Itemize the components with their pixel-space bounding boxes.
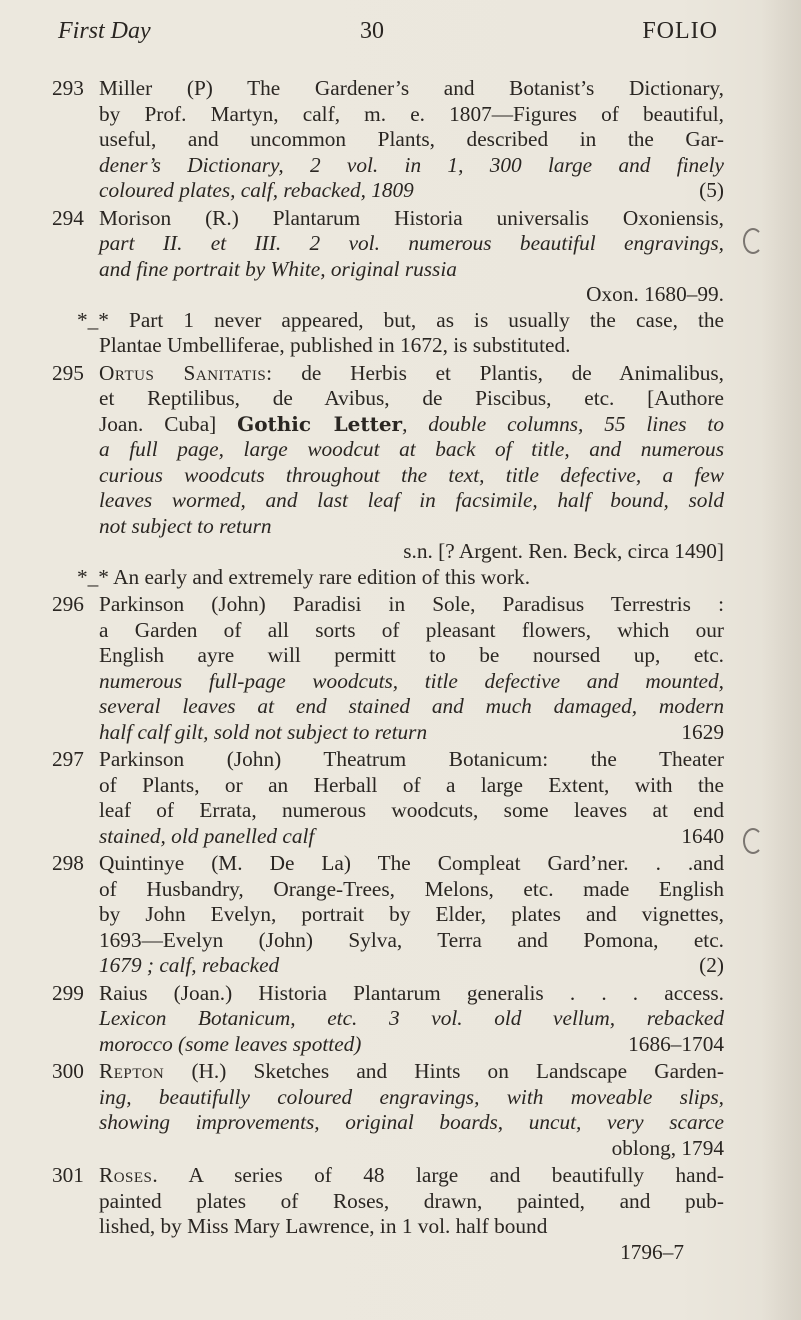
lot-line-text: half calf gilt, sold not subject to return	[99, 719, 428, 744]
lot-line: a full page, large woodcut at back of title, and numerous	[99, 437, 724, 461]
author: Repton	[99, 1059, 165, 1083]
lot-number: 295	[52, 360, 84, 385]
lot-line: not subject to return	[99, 513, 272, 538]
lot-number: 298	[52, 851, 84, 875]
lot-line: leaves wormed, and last leaf in facsimile, half bound, sold	[99, 488, 724, 512]
lot-line: numerous full-page woodcuts, title defective and mounted,	[99, 668, 724, 693]
running-header	[58, 18, 718, 54]
title-text: de Herbis et Plantis, de Animalibus,	[272, 360, 724, 385]
lot-line: a Garden of all sorts of pleasant flowers, which our	[99, 617, 724, 642]
lot-date: 1629	[681, 719, 724, 744]
lot-entry	[52, 361, 724, 591]
lot-imprint: oblong, 1794	[611, 1135, 724, 1160]
lot-line: Parkinson (John) Theatrum Botanicum: the Theater	[99, 747, 724, 771]
lot-line	[99, 824, 724, 850]
lot-line	[99, 206, 724, 232]
lot-count: (5)	[699, 178, 724, 202]
lot-line: lished, by Miss Mary Lawrence, in 1 vol. half bound	[99, 1214, 548, 1238]
lot-date: 1686–1704	[628, 1031, 724, 1056]
lot-line: English ayre will permitt to be noursed up, etc.	[99, 643, 724, 667]
author: Roses.	[99, 1163, 159, 1187]
lot-line: part II. et III. 2 vol. numerous beautiful engravings,	[99, 231, 724, 255]
lot-line-text: coloured plates, calf, rebacked, 1809	[99, 178, 414, 202]
lot-date: 1796–7	[620, 1239, 684, 1264]
lot-line	[99, 1163, 724, 1189]
lot-line: by Prof. Martyn, calf, m. e. 1807—Figures of beautiful,	[99, 101, 724, 126]
lot-date: 1640	[681, 823, 724, 848]
lot-number: 296	[52, 592, 84, 616]
lot-number: 301	[52, 1163, 84, 1187]
lot-number: 300	[52, 1059, 84, 1083]
lot-text: Joan. Cuba]	[99, 411, 238, 436]
header-format: FOLIO	[642, 18, 718, 44]
title-text: Plantarum Historia universalis Oxoniensis,	[238, 205, 724, 230]
lot-line: Miller (P) The Gardener’s and Botanist’s Dictionary,	[99, 76, 724, 100]
lot-line: painted plates of Roses, drawn, painted, and pub-	[99, 1188, 724, 1213]
lot-note: *_* Part 1 never appeared, but, as is usually the case, the	[77, 307, 724, 332]
page-number: 30	[360, 18, 384, 44]
lot-note: *_* An early and extremely rare edition of this work.	[77, 564, 531, 589]
lot-entry	[52, 981, 724, 1058]
title-text: A series of 48 large and beautifully hand-	[158, 1163, 724, 1187]
lot-line: ing, beautifully coloured engravings, with moveable slips,	[99, 1084, 724, 1109]
lot-number: 299	[52, 980, 84, 1005]
lot-entry	[52, 206, 724, 359]
lot-entry	[52, 1163, 724, 1265]
lot-line	[99, 720, 724, 746]
lot-line: curious woodcuts throughout the text, title defective, a few	[99, 462, 724, 487]
lot-imprint: Oxon. 1680–99.	[586, 282, 724, 306]
lot-line: leaf of Errata, numerous woodcuts, some leaves at end	[99, 798, 724, 822]
lot-line-text: morocco (some leaves spotted)	[99, 1031, 362, 1056]
lot-entry	[52, 1059, 724, 1161]
binding-hole-mark	[743, 828, 763, 854]
lot-number: 293	[52, 76, 84, 100]
lot-line: showing improvements, original boards, uncut, very scarce	[99, 1110, 724, 1134]
lot-line: dener’s Dictionary, 2 vol. in 1, 300 large and finely	[99, 152, 724, 177]
lot-list	[52, 62, 724, 1265]
header-day: First Day	[58, 18, 151, 44]
lot-line: and fine portrait by White, original russia	[99, 256, 457, 281]
lot-number: 294	[52, 205, 84, 230]
author: Morison (R.)	[99, 205, 239, 230]
lot-line: several leaves at end stained and much damaged, modern	[99, 694, 724, 718]
lot-count: (2)	[699, 953, 724, 977]
blackletter-text: Gothic Letter	[237, 411, 403, 436]
lot-line: 1693—Evelyn (John) Sylva, Terra and Pomona, etc.	[99, 927, 724, 952]
lot-line-text: 1679 ; calf, rebacked	[99, 953, 280, 977]
lot-line: useful, and uncommon Plants, described in the Gar-	[99, 127, 724, 151]
lot-line: by John Evelyn, portrait by Elder, plates and vignettes,	[99, 902, 724, 926]
author: Ortus Sanitatis:	[99, 360, 273, 385]
lot-line: Lexicon Botanicum, etc. 3 vol. old vellum, rebacked	[99, 1006, 724, 1030]
title-text: (H.) Sketches and Hints on Landscape Garden-	[164, 1059, 724, 1083]
page-edge-shadow	[761, 0, 801, 1320]
lot-line: of Plants, or an Herball of a large Extent, with the	[99, 772, 724, 797]
lot-line	[99, 178, 724, 204]
lot-text: , double columns, 55 lines to	[402, 411, 724, 436]
lot-imprint: s.n. [? Argent. Ren. Beck, circa 1490]	[403, 539, 724, 563]
lot-line	[99, 1032, 724, 1058]
lot-line: Quintinye (M. De La) The Compleat Gard’ner. . .and	[99, 851, 724, 875]
lot-entry	[52, 747, 724, 849]
lot-line	[99, 412, 724, 438]
lot-line	[99, 953, 724, 979]
lot-number: 297	[52, 747, 84, 771]
lot-line: Parkinson (John) Paradisi in Sole, Paradisus Terrestris :	[99, 592, 724, 616]
lot-entry	[52, 851, 724, 979]
binding-hole-mark	[743, 228, 763, 254]
lot-line: Raius (Joan.) Historia Plantarum generalis . . . access.	[99, 980, 724, 1005]
lot-entry	[52, 76, 724, 204]
lot-entry	[52, 592, 724, 745]
lot-line: et Reptilibus, de Avibus, de Piscibus, etc. [Authore	[99, 386, 724, 410]
lot-note: Plantae Umbelliferae, published in 1672, is substituted.	[99, 333, 571, 357]
lot-line-text: stained, old panelled calf	[99, 823, 315, 848]
lot-line: of Husbandry, Orange-Trees, Melons, etc. made English	[99, 876, 724, 901]
lot-line	[99, 1059, 724, 1085]
lot-line	[99, 361, 724, 387]
